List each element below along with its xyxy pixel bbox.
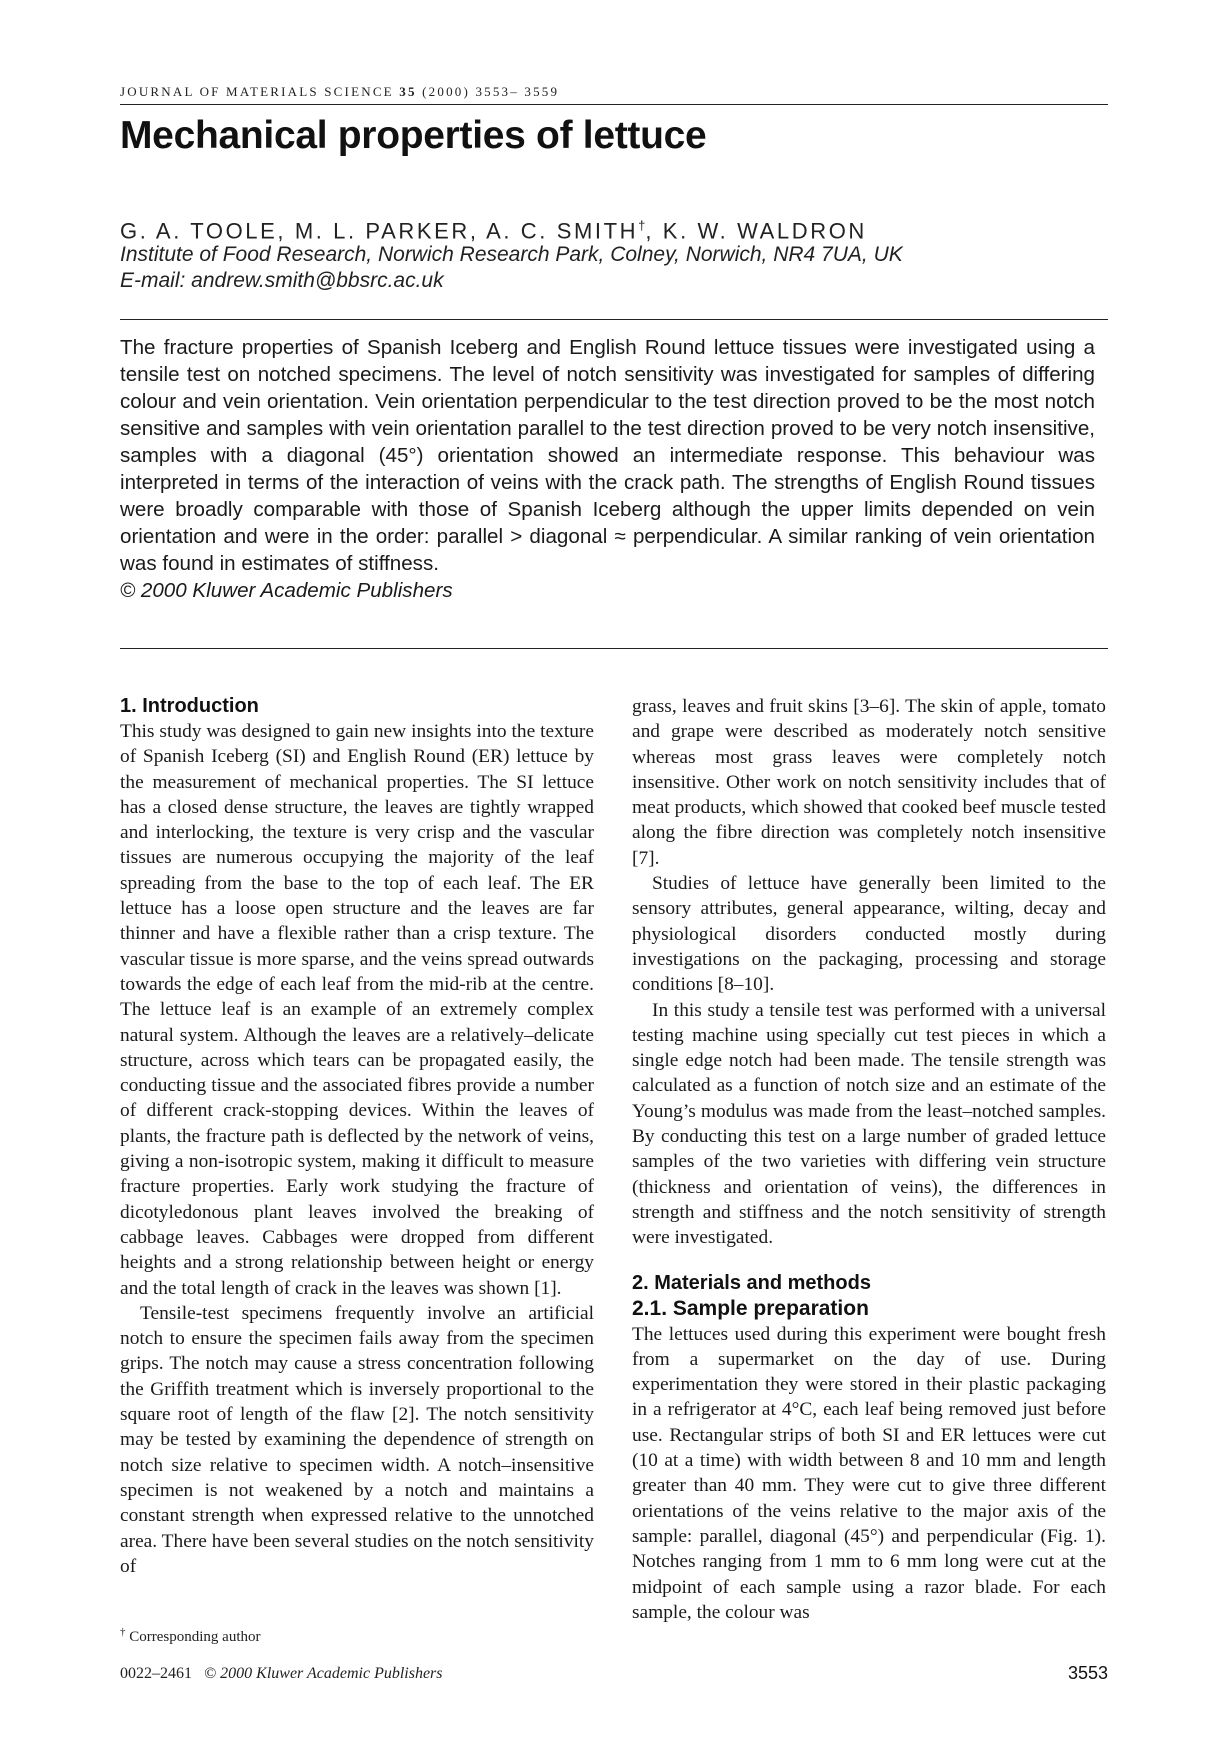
issn: 0022–2461 (120, 1665, 192, 1682)
journal-volume: 35 (399, 84, 417, 99)
affiliation: Institute of Food Research, Norwich Research Park, Colney, Norwich, NR4 7UA, UK (120, 243, 903, 266)
abstract-text: The fracture properties of Spanish Iceberg and English Round lettuce tissues were investigated using a tensile test on notched specimens. The level of notch sensitivity was investigated for samples of differing colour and vein orientation. Vein orientation perpendicular to the test direction proved to be the most notch sensitive and samples with vein orientation parallel to the test direction proved to be very notch insensitive, samples with a diagonal (45°) orientation showed an intermediate response. This behaviour was interpreted in terms of the interaction of veins with the crack path. The strengths of English Round tissues were broadly comparable with those of Spanish Iceberg although the upper limits depended on vein orientation and were in the order: parallel > diagonal ≈ perpendicular. A similar ranking of vein orientation was found in estimates of stiffness. (120, 336, 1095, 575)
right-column (632, 694, 1106, 1625)
paper-title: Mechanical properties of lettuce (120, 114, 707, 157)
abstract-top-rule (120, 319, 1108, 320)
footnote (120, 1626, 260, 1646)
header-rule (120, 104, 1108, 105)
author-email: E-mail: andrew.smith@bbsrc.ac.uk (120, 269, 444, 292)
abstract-bottom-rule (120, 648, 1108, 649)
author-list (120, 218, 867, 244)
intro-paragraph-1: This study was designed to gain new insights into the texture of Spanish Iceberg (SI) and English Round (ER) lettuce by the measurement of mechanical properties. The SI lettuce has a closed dense structure, the leaves are tightly wrapped and interlocking, the texture is very crisp and the vascular tissues are numerous occupying the majority of the leaf spreading from the base to the top of each leaf. The ER lettuce has a loose open structure and the leaves are far thinner and have a flexible rather than a crisp texture. The vascular tissue is more sparse, and the veins spread outwards towards the edge of each leaf from the mid-rib at the centre. The lettuce leaf is an example of an extremely complex natural system. Although the leaves are a relatively–delicate structure, across which tears can be propagated easily, the conducting tissue and the associated fibres provide a number of different crack-stopping devices. Within the leaves of plants, the fracture path is deflected by the network of veins, giving a non-isotropic system, making it difficult to measure fracture properties. Early work studying the fracture of dicotyledonous plant leaves involved the breaking of cabbage leaves. Cabbages were dropped from different heights and a strong relationship between height or energy and the total length of crack in the leaves was shown [1]. (120, 721, 594, 1299)
footer-issn-block (120, 1665, 443, 1683)
authors-before-dagger: G. A. TOOLE, M. L. PARKER, A. C. SMITH (120, 218, 639, 244)
section-gap (632, 1251, 1106, 1271)
journal-name: JOURNAL OF MATERIALS SCIENCE (120, 84, 394, 99)
intro-paragraph-2: Tensile-test specimens frequently involve an artificial notch to ensure the specimen fails away from the specimen grips. The notch may cause a stress concentration following the Griffith treatment which is inversely proportional to the square root of length of the flaw [2]. The notch sensitivity may be tested by examining the dependence of strength on notch size relative to specimen width. A notch–insensitive specimen is not weakened by a notch and maintains a constant strength when expressed relative to the unnotched area. There have been several studies on the notch sensitivity of (120, 1302, 594, 1577)
footer-publisher: © 2000 Kluwer Academic Publishers (204, 1665, 443, 1682)
intro-paragraph-4: Studies of lettuce have generally been limited to the sensory attributes, general appearance, wilting, decay and physiological disorders conducted mostly during investigations on the packaging, processing and storage conditions [8–10]. (632, 873, 1106, 996)
footnote-dagger: † (120, 1626, 126, 1638)
introduction-heading: 1. Introduction (120, 695, 259, 717)
sample-preparation-paragraph: The lettuces used during this experiment were bought fresh from a supermarket on the day of use. During experimentation they were stored in their plastic packaging in a refrigerator at 4°C, each leaf being removed just before use. Rectangular strips of both SI and ER lettuces were cut (10 at a time) with width between 8 and 10 mm and length greater than 40 mm. They were cut to give three different orientations of the veins relative to the major axis of the sample: parallel, diagonal (45°) and perpendicular (Fig. 1). Notches ranging from 1 mm to 6 mm long were cut at the midpoint of each sample using a razor blade. For each sample, the colour was (632, 1323, 1106, 1623)
left-column (120, 694, 594, 1579)
footnote-text: Corresponding author (125, 1629, 261, 1645)
abstract-copyright: © 2000 Kluwer Academic Publishers (120, 579, 453, 602)
paper-page (120, 0, 1108, 1748)
running-head (120, 84, 1108, 100)
affiliation-block (120, 242, 903, 294)
journal-year-pages: (2000) 3553– 3559 (422, 84, 560, 99)
abstract (120, 334, 1095, 604)
sample-preparation-heading: 2.1. Sample preparation (632, 1296, 869, 1320)
methods-heading: 2. Materials and methods (632, 1271, 871, 1294)
intro-paragraph-3: grass, leaves and fruit skins [3–6]. The skin of apple, tomato and grape were described as moderately notch sensitive whereas most grass leaves were completely notch insensitive. Other work on notch sensitivity includes that of meat products, which showed that cooked beef muscle tested along the fibre direction was completely notch insensitive [7]. (632, 696, 1106, 869)
page-number: 3553 (1067, 1663, 1108, 1683)
corresponding-author-dagger: † (638, 218, 646, 233)
intro-paragraph-5: In this study a tensile test was performed with a universal testing machine using specially cut test pieces in which a single edge notch had been made. The tensile strength was calculated as a function of notch size and an estimate of the Young’s modulus was made from the least–notched samples. By conducting this test on a large number of graded lettuce samples of the two varieties with differing vein structure (thickness and orientation of veins), the differences in strength and stiffness and the notch sensitivity of strength were investigated. (632, 999, 1106, 1249)
authors-after-dagger: , K. W. WALDRON (645, 218, 867, 244)
